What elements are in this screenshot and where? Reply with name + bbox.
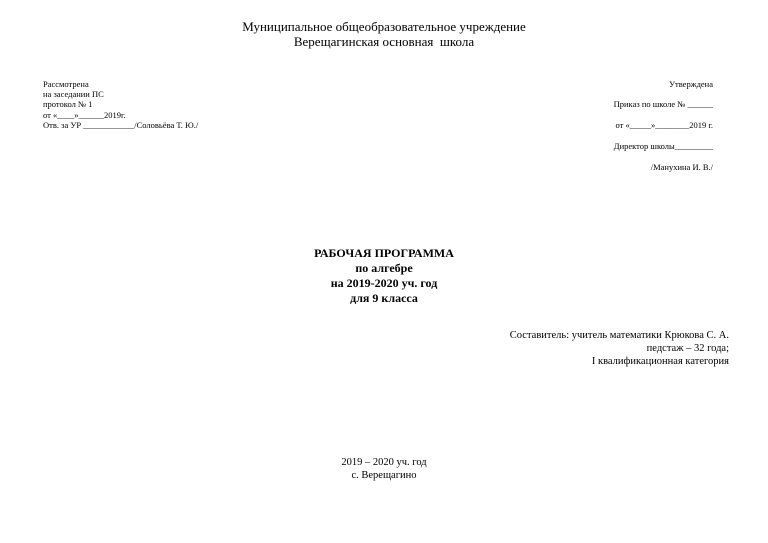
protocol-number: протокол № 1 <box>43 99 93 109</box>
order-date: от «_____»________2019 г. <box>615 120 713 130</box>
director-name: /Манухина И. В./ <box>650 162 713 172</box>
author-category: I квалификационная категория <box>591 356 729 367</box>
responsible-signature: Отв. за УР ____________/Соловьёва Т. Ю./ <box>43 120 199 130</box>
director-signature: Директор школы_________ <box>613 141 713 151</box>
reviewed-label: Рассмотрена <box>43 79 89 89</box>
footer-location: с. Верещагино <box>351 470 417 481</box>
institution-name: Муниципальное общеобразовательное учреждение <box>242 19 526 34</box>
program-subject: по алгебре <box>355 261 413 275</box>
approved-label: Утверждена <box>668 79 713 89</box>
protocol-date: от «____»______2019г. <box>43 110 126 120</box>
footer-year: 2019 – 2020 уч. год <box>341 457 427 468</box>
author-name: Составитель: учитель математики Крюкова С. А. <box>509 330 729 341</box>
school-name: Верещагинская основная школа <box>293 34 475 49</box>
order-number: Приказ по школе № ______ <box>613 99 713 109</box>
author-experience: педстаж – 32 года; <box>646 343 729 354</box>
program-year: на 2019-2020 уч. год <box>330 276 438 290</box>
meeting-label: на заседании ПС <box>43 89 104 99</box>
program-grade: для 9 класса <box>350 291 418 305</box>
program-title: РАБОЧАЯ ПРОГРАММА <box>314 246 454 260</box>
